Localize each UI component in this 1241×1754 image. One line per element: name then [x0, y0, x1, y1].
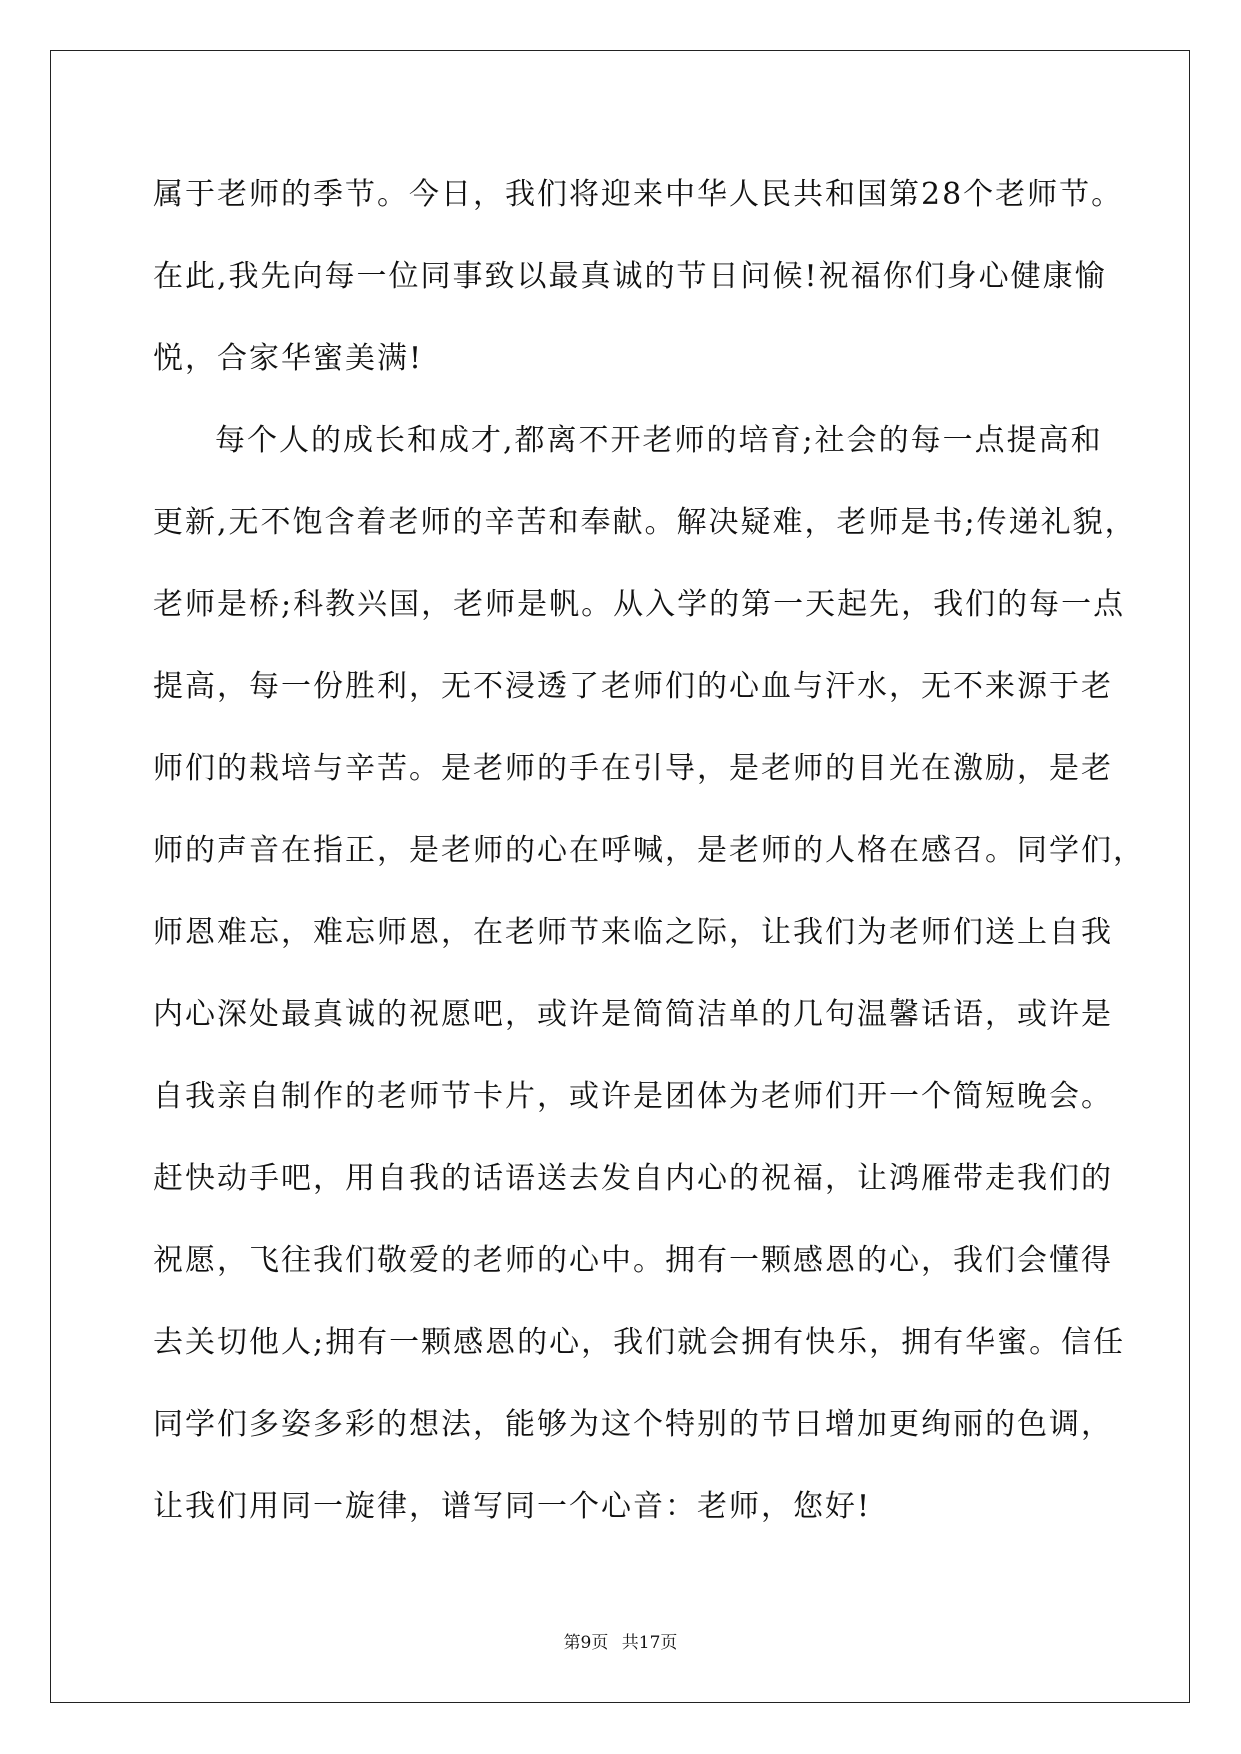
paragraph-start-line: 每个人的成长和成才,都离不开老师的培育;社会的每一点提高和: [215, 423, 1103, 458]
text-line: 祝愿，飞往我们敬爱的老师的心中。拥有一颗感恩的心，我们会懂得: [153, 1243, 1113, 1278]
text-line: 师们的栽培与辛苦。是老师的手在引导，是老师的目光在激励，是老: [153, 751, 1113, 786]
text-line: 自我亲自制作的老师节卡片，或许是团体为老师们开一个简短晚会。: [153, 1079, 1113, 1114]
text-line: 内心深处最真诚的祝愿吧，或许是简简洁单的几句温馨话语，或许是: [153, 997, 1113, 1032]
text-line: 去关切他人;拥有一颗感恩的心，我们就会拥有快乐，拥有华蜜。信任: [153, 1325, 1126, 1360]
text-line: 在此,我先向每一位同事致以最真诚的节日问候!祝福你们身心健康愉: [153, 259, 1107, 294]
document-body: [153, 160, 1145, 1554]
text-line: 提高，每一份胜利，无不浸透了老师们的心血与汗水，无不来源于老: [153, 669, 1113, 704]
text-line: 属于老师的季节。今日，我们将迎来中华人民共和国第28个老师节。: [153, 177, 1124, 212]
text-line: 老师是桥;科教兴国，老师是帆。从入学的第一天起先，我们的每一点: [153, 587, 1126, 622]
text-line: 师恩难忘，难忘师恩，在老师节来临之际，让我们为老师们送上自我: [153, 915, 1113, 950]
page-number: 第9页: [563, 1633, 609, 1653]
text-line: 更新,无不饱含着老师的辛苦和奉献。解决疑难，老师是书;传递礼貌，: [153, 505, 1137, 540]
text-line: 师的声音在指正，是老师的心在呼喊，是老师的人格在感召。同学们，: [153, 833, 1145, 868]
text-line: 同学们多姿多彩的想法，能够为这个特别的节日增加更绚丽的色调，: [153, 1407, 1113, 1442]
text-line: 悦，合家华蜜美满!: [153, 341, 424, 376]
text-line: 让我们用同一旋律，谱写同一个心音：老师，您好!: [153, 1489, 872, 1524]
page-footer: [0, 1628, 1241, 1653]
text-line: 赶快动手吧，用自我的话语送去发自内心的祝福，让鸿雁带走我们的: [153, 1161, 1113, 1196]
total-pages: 共17页: [621, 1633, 678, 1653]
